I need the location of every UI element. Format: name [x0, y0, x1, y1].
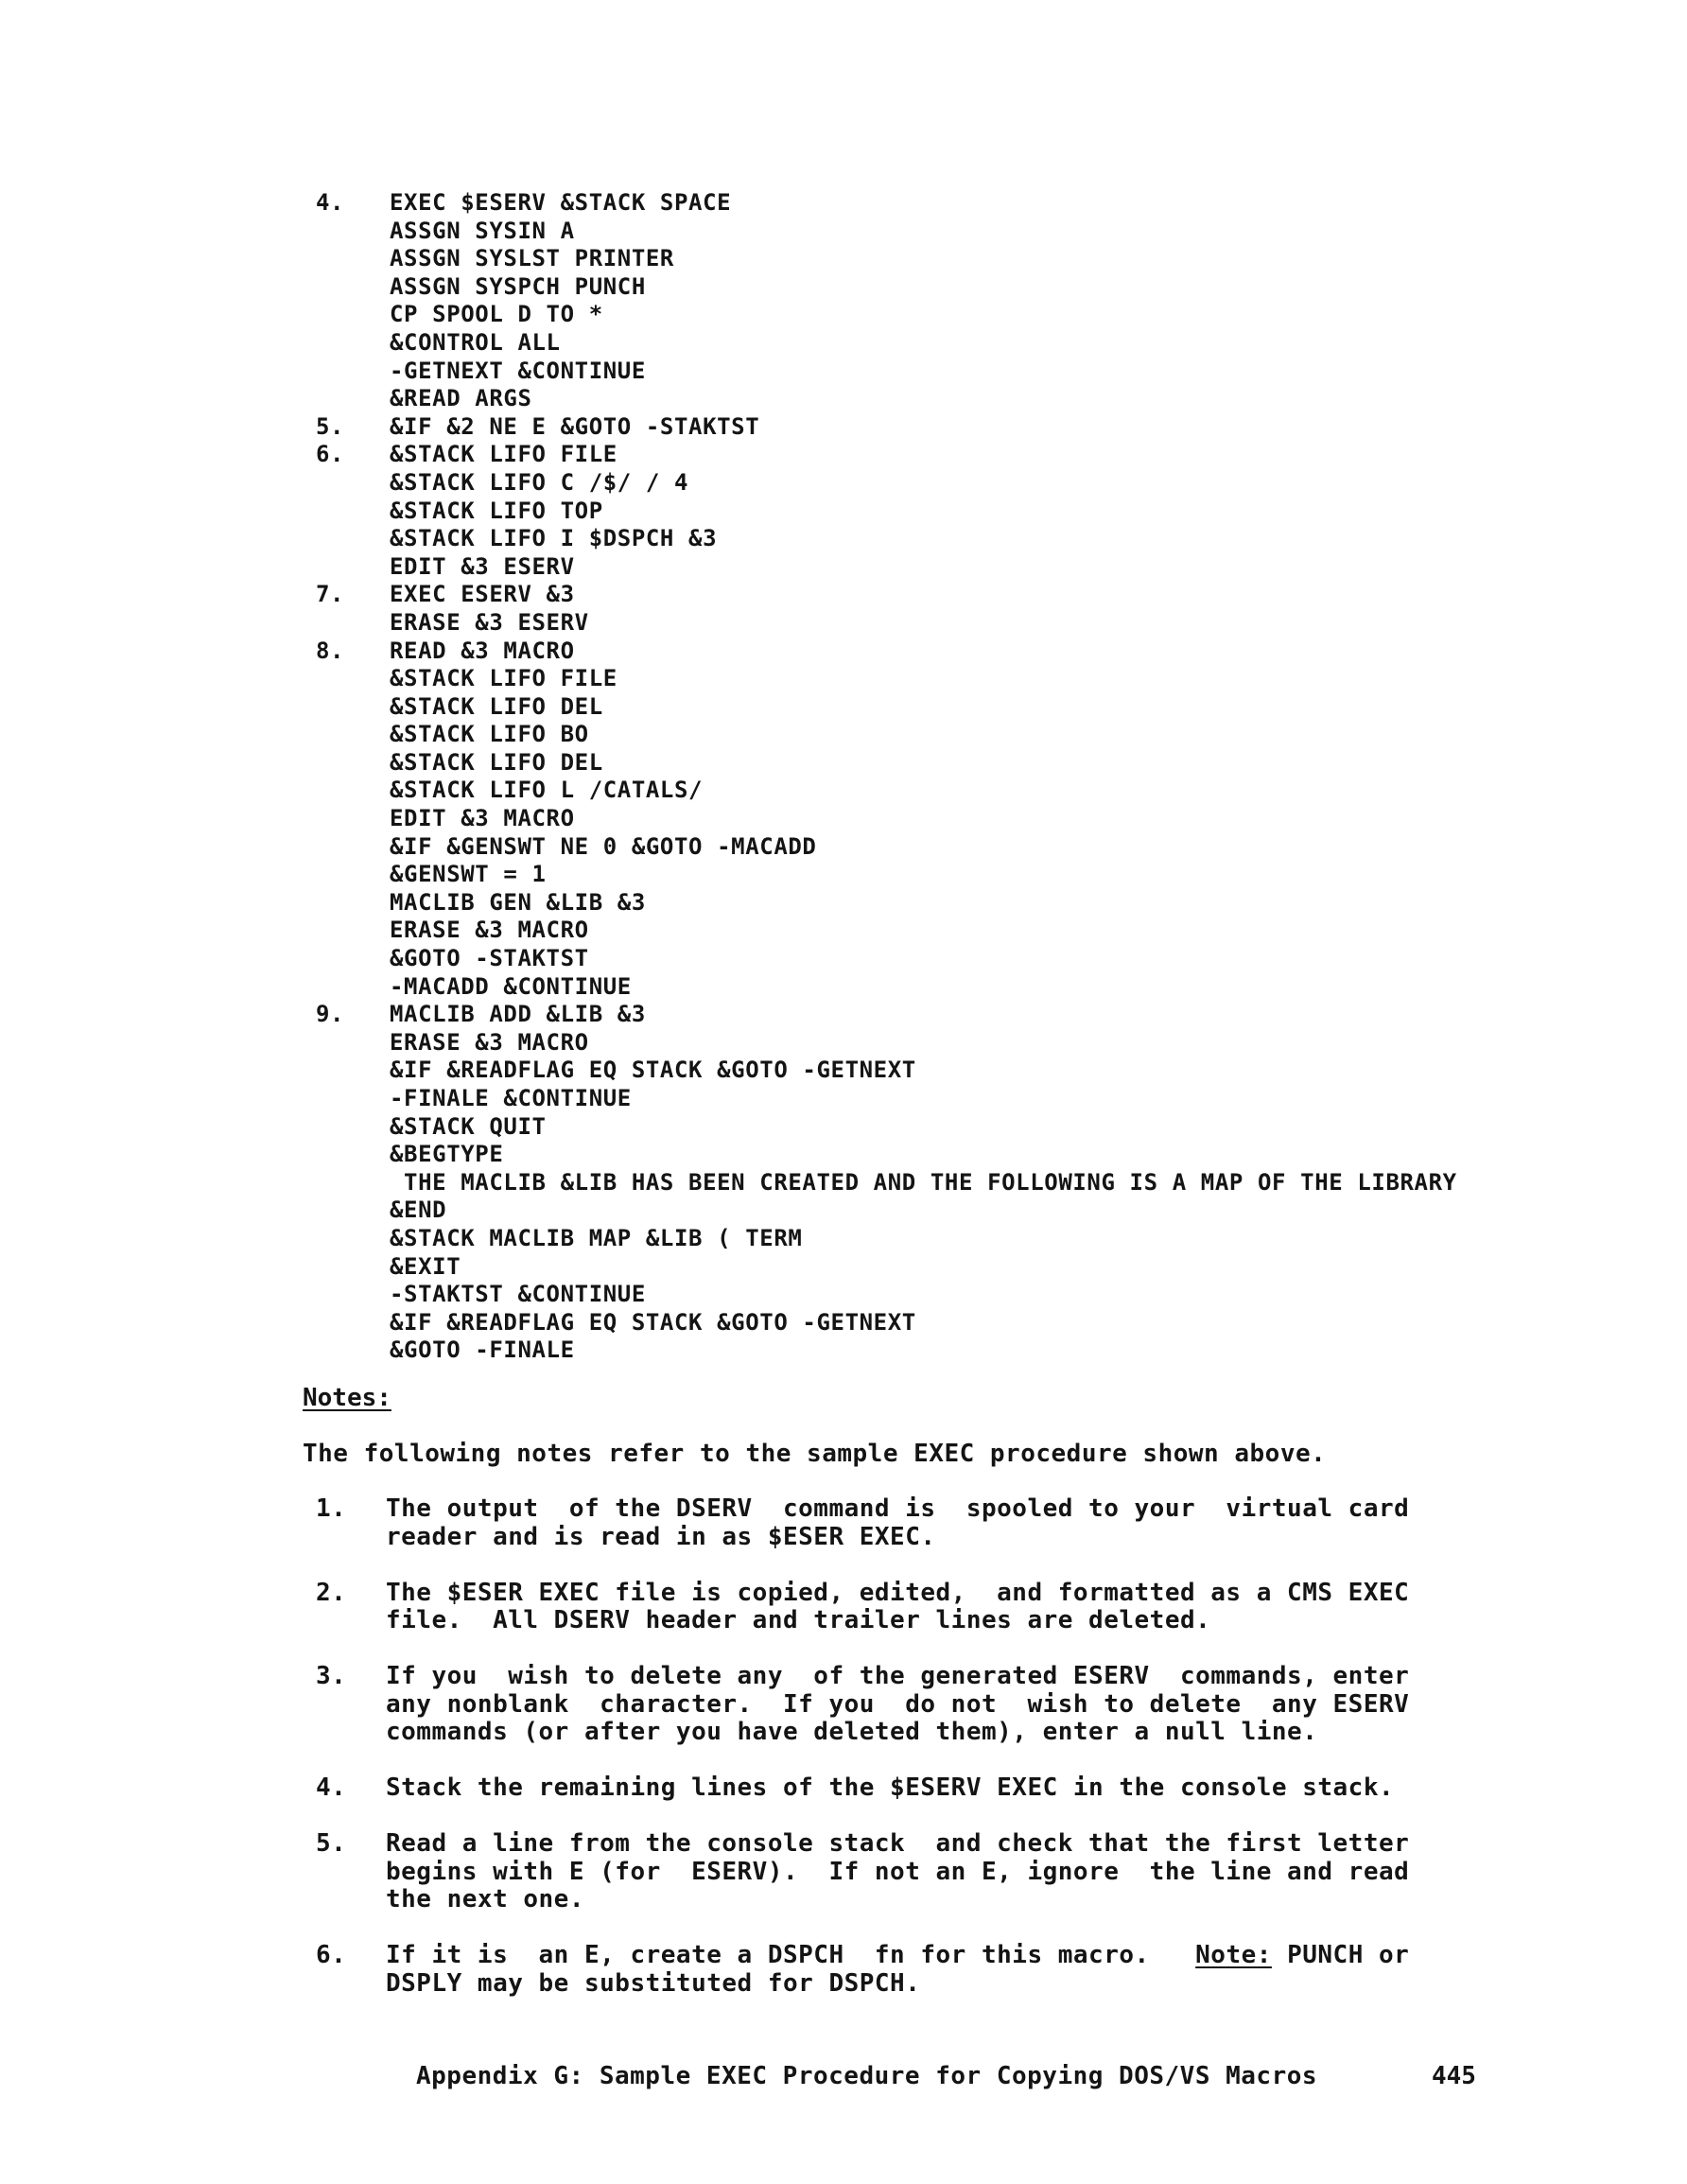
- code-line: [316, 358, 1659, 386]
- code-line: [316, 1225, 1659, 1253]
- code-line-text: -MACADD &CONTINUE: [390, 972, 632, 1000]
- code-line-text: &GENSWT = 1: [390, 861, 547, 888]
- code-line-text: &STACK QUIT: [390, 1112, 547, 1140]
- code-line-number: [316, 721, 390, 749]
- code-line-number: [316, 749, 390, 778]
- code-line-text: ERASE &3 MACRO: [390, 917, 589, 944]
- code-line-text: &STACK MACLIB MAP &LIB ( TERM: [390, 1224, 803, 1251]
- code-line: [316, 218, 1659, 246]
- notes-list: [316, 1495, 1507, 2026]
- code-line-text: &STACK LIFO I $DSPCH &3: [390, 525, 718, 552]
- code-line-number: [316, 1113, 390, 1142]
- code-line: [316, 665, 1659, 693]
- code-line-number: [316, 917, 390, 945]
- note-text: Stack the remaining lines of the $ESERV EXEC in the console stack.: [386, 1773, 1395, 1802]
- code-line: [316, 721, 1659, 749]
- code-line-number: [316, 973, 390, 1002]
- code-line: [316, 1169, 1659, 1197]
- code-line-text: CP SPOOL D TO *: [390, 301, 603, 328]
- code-line-text: &READ ARGS: [390, 385, 532, 412]
- code-line-text: EDIT &3 MACRO: [390, 805, 575, 832]
- code-line-number: [316, 1141, 390, 1169]
- code-line: [316, 413, 1659, 442]
- note-text: The $ESER EXEC file is copied, edited, and formatted as a CMS EXEC file. All DSERV header and trailer lines are deleted.: [386, 1578, 1410, 1634]
- code-line-number: [316, 1057, 390, 1085]
- code-line-text: MACLIB GEN &LIB &3: [390, 888, 646, 916]
- code-line-text: EDIT &3 ESERV: [390, 552, 575, 580]
- code-line-text: &IF &2 NE E &GOTO -STAKTST: [390, 412, 760, 440]
- code-line: [316, 1309, 1659, 1337]
- code-line-text: MACLIB ADD &LIB &3: [390, 1001, 646, 1028]
- code-line-number: [316, 1309, 390, 1337]
- code-line-text: &BEGTYPE: [390, 1141, 504, 1168]
- code-line: [316, 329, 1659, 358]
- note-number: 3.: [316, 1662, 347, 1690]
- code-line: [316, 1141, 1659, 1169]
- code-line-number: [316, 1197, 390, 1225]
- code-line: [316, 889, 1659, 917]
- code-line: [316, 638, 1659, 666]
- code-line-text: -FINALE &CONTINUE: [390, 1085, 632, 1111]
- code-line-text: ERASE &3 ESERV: [390, 608, 589, 636]
- code-line-number: 7.: [316, 581, 345, 608]
- code-line-text: &IF &READFLAG EQ STACK &GOTO -GETNEXT: [390, 1308, 916, 1336]
- code-line-number: [316, 498, 390, 526]
- code-line-text: &IF &READFLAG EQ STACK &GOTO -GETNEXT: [390, 1057, 916, 1084]
- code-line-number: [316, 805, 390, 833]
- code-line-text: &STACK LIFO DEL: [390, 692, 603, 720]
- code-line: [316, 1281, 1659, 1309]
- code-line-number: [316, 329, 390, 358]
- code-line-number: [316, 1085, 390, 1113]
- code-line: [316, 189, 1659, 218]
- code-line-number: [316, 245, 390, 273]
- code-line-number: [316, 1169, 390, 1197]
- code-line: [316, 1197, 1659, 1225]
- code-line-text: EXEC ESERV &3: [390, 581, 575, 608]
- code-line: [316, 245, 1659, 273]
- code-line-number: [316, 525, 390, 553]
- code-line-number: 8.: [316, 637, 345, 664]
- code-line-number: [316, 358, 390, 386]
- code-line-number: [316, 1337, 390, 1365]
- code-line: [316, 777, 1659, 805]
- code-line-number: [316, 218, 390, 246]
- code-line-text: &END: [390, 1197, 447, 1224]
- notes-heading: Notes:: [303, 1384, 391, 1412]
- code-line-text: &STACK LIFO C /$/ / 4: [390, 468, 689, 496]
- code-line-number: [316, 889, 390, 917]
- code-line-number: [316, 945, 390, 973]
- code-line: [316, 917, 1659, 945]
- code-line: [316, 1057, 1659, 1085]
- code-line-text: &STACK LIFO L /CATALS/: [390, 777, 704, 804]
- code-line-number: [316, 385, 390, 413]
- code-line: [316, 973, 1659, 1002]
- code-line-number: [316, 301, 390, 329]
- code-line-text: ASSGN SYSLST PRINTER: [390, 245, 674, 272]
- code-line: [316, 273, 1659, 302]
- note-text-after: PUNCH or DSPLY may be substituted for DSPCH.: [386, 1941, 1410, 1998]
- code-line: [316, 1253, 1659, 1282]
- code-line: [316, 945, 1659, 973]
- code-line-text: &STACK LIFO TOP: [390, 497, 603, 524]
- code-line-number: 4.: [316, 189, 345, 216]
- code-line-text: READ &3 MACRO: [390, 637, 575, 664]
- code-line-text: -GETNEXT &CONTINUE: [390, 357, 646, 384]
- code-line-number: [316, 693, 390, 722]
- code-line: [316, 805, 1659, 833]
- code-line: [316, 693, 1659, 722]
- note-text: [386, 1942, 1507, 1998]
- code-line-number: [316, 665, 390, 693]
- code-line: [316, 301, 1659, 329]
- note-item-3: [316, 1663, 1507, 1747]
- page-footer-title: Appendix G: Sample EXEC Procedure for Copying DOS/VS Macros: [416, 2062, 1318, 2090]
- code-line: [316, 469, 1659, 498]
- note-number: 4.: [316, 1773, 347, 1802]
- code-line: [316, 441, 1659, 469]
- code-line-number: [316, 609, 390, 638]
- code-line-text: &GOTO -STAKTST: [390, 945, 589, 972]
- code-line-number: 9.: [316, 1001, 345, 1028]
- code-line: [316, 385, 1659, 413]
- page-number: 445: [1432, 2062, 1476, 2090]
- note-number: 6.: [316, 1941, 347, 1969]
- code-line-number: [316, 1225, 390, 1253]
- note-item-6: [316, 1942, 1507, 1998]
- code-line-number: [316, 469, 390, 498]
- code-line-text: ERASE &3 MACRO: [390, 1028, 589, 1056]
- note-item-5: [316, 1830, 1507, 1914]
- code-line-number: 5.: [316, 412, 345, 440]
- code-line-text: &STACK LIFO BO: [390, 721, 589, 748]
- code-line-text: ASSGN SYSIN A: [390, 217, 575, 244]
- code-line-text: THE MACLIB &LIB HAS BEEN CREATED AND THE FOLLOWING IS A MAP OF THE LIBRARY: [390, 1168, 1457, 1196]
- code-line: [316, 525, 1659, 553]
- note-text: If you wish to delete any of the generated ESERV commands, enter any nonblank character. If you do not wish to delete any ESERV commands (or after you have deleted them), enter a null line.: [386, 1662, 1410, 1746]
- note-item-4: [316, 1774, 1507, 1803]
- code-line-number: [316, 553, 390, 582]
- code-line-text: -STAKTST &CONTINUE: [390, 1281, 646, 1308]
- inline-note-label: Note:: [1195, 1941, 1272, 1969]
- code-line-number: [316, 273, 390, 302]
- code-line: [316, 1113, 1659, 1142]
- code-line: [316, 833, 1659, 862]
- exec-code-listing: [316, 189, 1659, 1365]
- code-line-number: [316, 1029, 390, 1057]
- code-line: [316, 861, 1659, 889]
- code-line-number: [316, 1281, 390, 1309]
- code-line-text: &GOTO -FINALE: [390, 1337, 575, 1364]
- code-line: [316, 1337, 1659, 1365]
- note-text-before: If it is an E, create a DSPCH fn for this macro.: [386, 1941, 1196, 1969]
- code-line: [316, 581, 1659, 609]
- code-line-text: &STACK LIFO FILE: [390, 441, 617, 468]
- code-line-number: [316, 1253, 390, 1282]
- code-line-text: &CONTROL ALL: [390, 328, 561, 356]
- note-text: Read a line from the console stack and check that the first letter begins with E (for ESERV). If not an E, ignore the line and read the next one.: [386, 1829, 1410, 1913]
- note-item-2: [316, 1580, 1507, 1635]
- note-item-1: [316, 1495, 1507, 1551]
- code-line-number: [316, 777, 390, 805]
- notes-intro: The following notes refer to the sample EXEC procedure shown above.: [303, 1440, 1327, 1468]
- code-line-number: 6.: [316, 441, 345, 468]
- code-line: [316, 498, 1659, 526]
- code-line: [316, 609, 1659, 638]
- note-text: The output of the DSERV command is spooled to your virtual card reader and is read in as $ESER EXEC.: [386, 1494, 1410, 1551]
- code-line-text: ASSGN SYSPCH PUNCH: [390, 272, 646, 300]
- code-line-number: [316, 833, 390, 862]
- note-number: 1.: [316, 1494, 347, 1523]
- note-number: 2.: [316, 1578, 347, 1607]
- code-line-text: &STACK LIFO DEL: [390, 748, 603, 776]
- code-line: [316, 1029, 1659, 1057]
- code-line-text: &EXIT: [390, 1252, 461, 1280]
- code-line: [316, 1085, 1659, 1113]
- code-line-text: EXEC $ESERV &STACK SPACE: [390, 189, 732, 216]
- note-number: 5.: [316, 1829, 347, 1858]
- code-line-text: &IF &GENSWT NE 0 &GOTO -MACADD: [390, 832, 817, 860]
- code-line: [316, 1001, 1659, 1029]
- code-line: [316, 553, 1659, 582]
- code-line-text: &STACK LIFO FILE: [390, 665, 617, 692]
- code-line-number: [316, 861, 390, 889]
- code-line: [316, 749, 1659, 778]
